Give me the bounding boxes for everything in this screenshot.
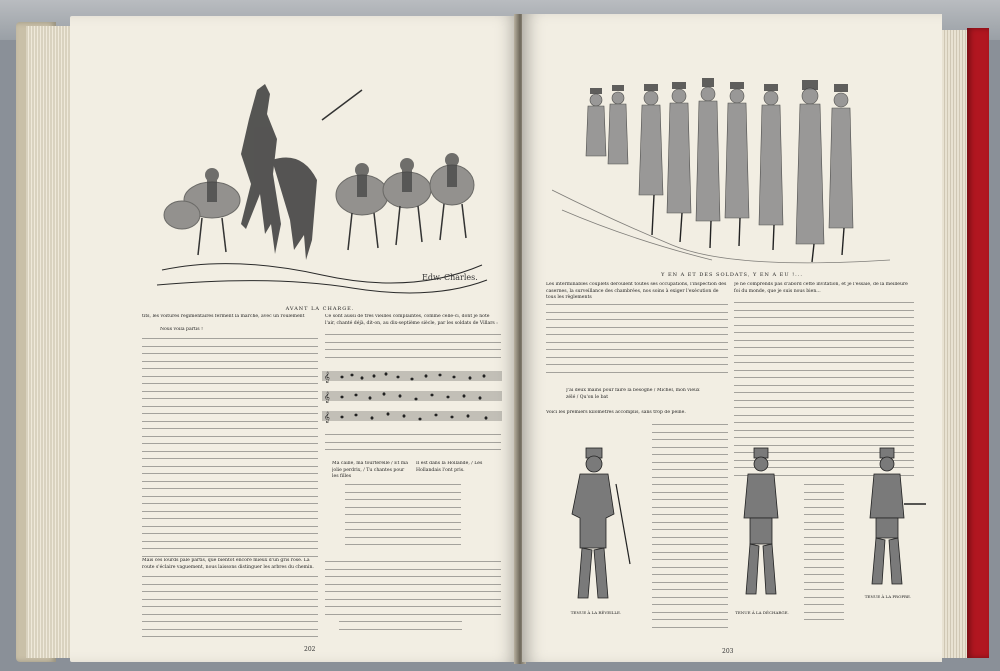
left-first-line: tits, les voitures régimentaires ferment la marche, avec un roulement — [142, 314, 305, 319]
left-illustration-caption: AVANT LA CHARGE. — [285, 306, 355, 312]
right-page-number: 203 — [722, 648, 734, 655]
right-page — [522, 14, 942, 662]
cavalry-illustration — [152, 80, 492, 300]
right-first-line: Les interminables couplets déroulent toutes ses occupations, l'inspection des casernes, la surveillance des chambrées, nos soins à exiger l'exécution de tous les règlements — [546, 282, 727, 300]
left-page-number: 202 — [304, 646, 316, 653]
song-verses-block — [332, 484, 498, 554]
left-paragraph-nous-voila: Nous voilà partis ! — [160, 327, 203, 332]
right-text-column-1-top — [546, 304, 728, 379]
song-intro-text: Ce sont aussi de très vieilles complaintes, comme celle-ci, dont je note l'air, chanté déjà, dit-on, au dix-septième siècle, par les soldats de Villars : — [325, 314, 498, 326]
soldier-figure-1 — [546, 444, 646, 614]
right-paragraph-mid: Voici les premiers kilomètres accomplis, sans trop de peine. — [546, 410, 686, 415]
page-stack-left — [26, 26, 70, 658]
left-paragraph-column-1: Mais ces lourds pâle partis, que bientôt encore mieux d'un gris rose. La route s'éclaire vaguement, nous laissons distinguer les arbres du chemin. — [142, 558, 314, 570]
right-song-snippet: J'ai deux mains pour faire la besogne / Michel, mon vieux zélé / Qu'on le bat — [566, 388, 700, 400]
left-page — [70, 16, 518, 662]
left-text-column-1-bottom — [142, 576, 318, 646]
svg-text:𝄞: 𝄞 — [324, 392, 330, 403]
right-text-narrow-column — [652, 424, 728, 629]
left-text-column-2-mid — [325, 434, 501, 458]
soldier-figure-2 — [732, 444, 792, 614]
open-book — [14, 10, 989, 668]
caption-tenue-decharge: TENUE À LA DÉCHARGE. — [735, 610, 789, 615]
right-illustration-caption: Y EN A ET DES SOLDATS, Y EN A EU !... — [661, 272, 803, 278]
page-stack-right — [939, 30, 967, 658]
caption-tenue-reveille: TENUE À LA RÉVEILLE. — [570, 610, 622, 615]
illustration-signature: Edw. Charles. — [422, 273, 478, 282]
svg-text:𝄞: 𝄞 — [324, 372, 330, 383]
right-text-narrow-column-2 — [804, 484, 844, 624]
right-paragraph-column-2: Je ne comprends pas d'abord cette invitation, et je l'essaie, de la meilleure foi du monde, que je suis nous bien... — [734, 282, 908, 294]
left-text-column-2-top — [325, 334, 501, 364]
song-verse: Ma caille, ma tourterelle / Et ma jolie perdrix, / Tu chantes pour les filles — [332, 461, 408, 479]
left-text-column-1 — [142, 338, 318, 558]
caption-tenue-propre: TENUE À LA PROPRE. — [864, 594, 912, 599]
left-text-column-2-bottom — [325, 561, 501, 636]
soldier-figure-3 — [848, 444, 928, 594]
officers-illustration — [552, 70, 890, 270]
svg-text:𝄞: 𝄞 — [324, 412, 330, 423]
song-chorus-1: Il est dans la Hollande, / Les Hollandais l'ont pris. — [416, 461, 483, 473]
sheet-music — [322, 368, 502, 428]
book-cover-right — [967, 28, 989, 658]
